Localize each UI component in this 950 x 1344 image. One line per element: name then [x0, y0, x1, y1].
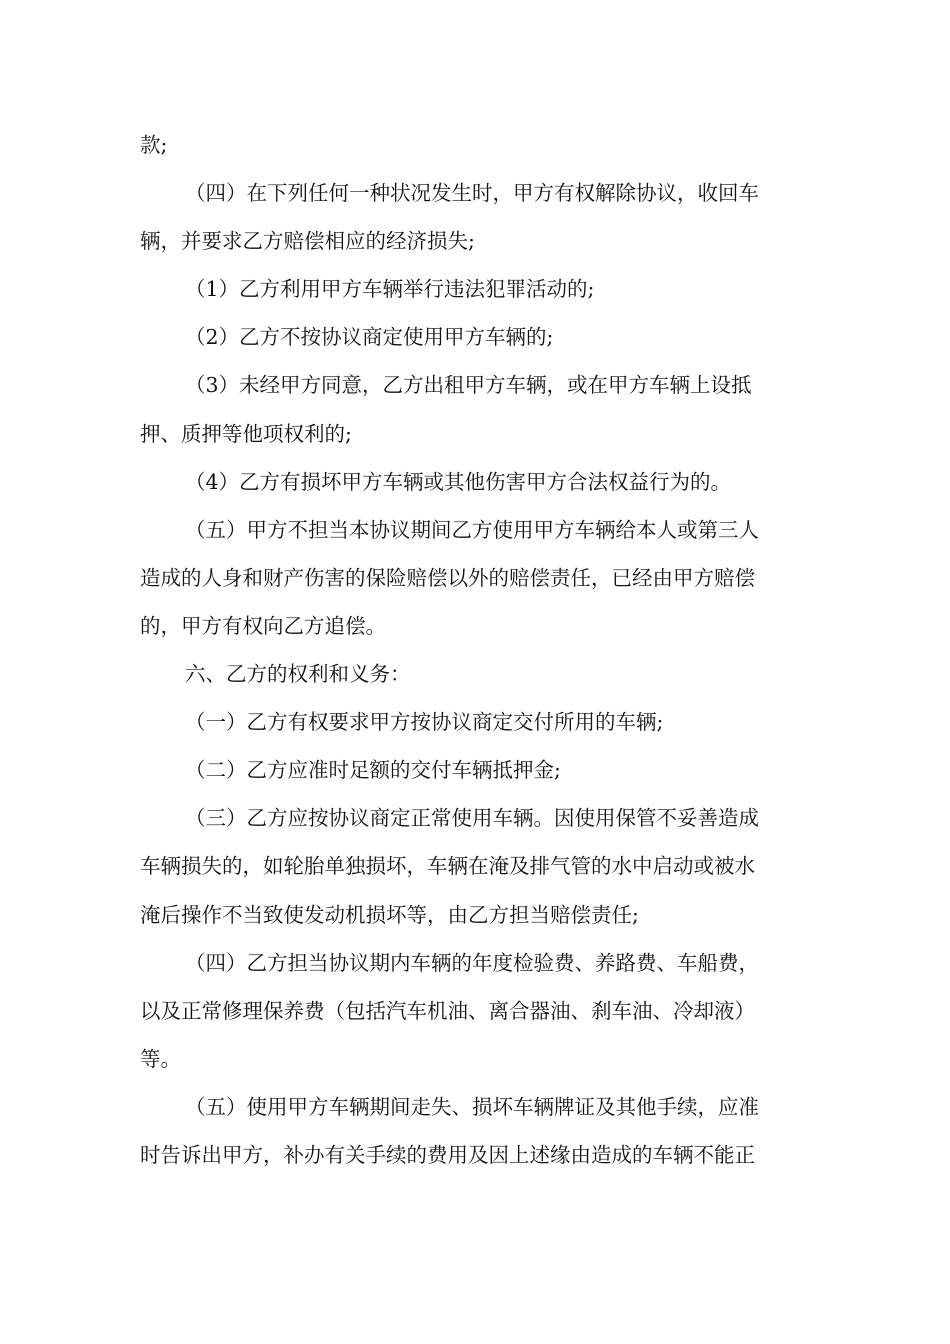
text-line: 押、质押等他项权利的;: [140, 421, 352, 446]
text-line: （四）在下列任何一种状况发生时，甲方有权解除协议，收回车: [185, 181, 759, 206]
text-line: （3）未经甲方同意，乙方出租甲方车辆，或在甲方车辆上设抵: [185, 373, 752, 398]
text-line: （五）使用甲方车辆期间走失、损坏车辆牌证及其他手续，应准: [185, 1094, 759, 1119]
text-line: （1）乙方利用甲方车辆举行违法犯罪活动的;: [185, 277, 595, 302]
text-line: 车辆损失的，如轮胎单独损坏，车辆在淹及排气管的水中启动或被水: [140, 854, 755, 879]
text-line: （三）乙方应按协议商定正常使用车辆。因使用保管不妥善造成: [185, 806, 759, 831]
text-line: 辆，并要求乙方赔偿相应的经济损失;: [140, 229, 475, 254]
text-line: （一）乙方有权要求甲方按协议商定交付所用的车辆;: [185, 710, 664, 735]
section-heading: 六、乙方的权利和义务：: [185, 662, 411, 687]
document-body: [140, 121, 814, 1179]
text-line: 等。: [140, 1046, 181, 1071]
text-line: 以及正常修理保养费（包括汽车机油、离合器油、刹车油、冷却液）: [140, 998, 755, 1023]
text-line: 造成的人身和财产伤害的保险赔偿以外的赔偿责任，已经由甲方赔偿: [140, 565, 755, 590]
text-line: 款;: [140, 133, 168, 157]
text-line: （2）乙方不按协议商定使用甲方车辆的;: [185, 325, 554, 350]
text-line: （二）乙方应准时足额的交付车辆抵押金;: [185, 758, 561, 783]
text-line: （五）甲方不担当本协议期间乙方使用甲方车辆给本人或第三人: [185, 517, 759, 542]
text-line: 时告诉出甲方，补办有关手续的费用及因上述缘由造成的车辆不能正: [140, 1142, 755, 1167]
text-line: （4）乙方有损坏甲方车辆或其他伤害甲方合法权益行为的。: [185, 469, 732, 494]
text-line: 的，甲方有权向乙方追偿。: [140, 613, 386, 638]
text-line: 淹后操作不当致使发动机损坏等，由乙方担当赔偿责任;: [140, 902, 639, 927]
text-line: （四）乙方担当协议期内车辆的年度检验费、养路费、车船费，: [185, 950, 759, 975]
